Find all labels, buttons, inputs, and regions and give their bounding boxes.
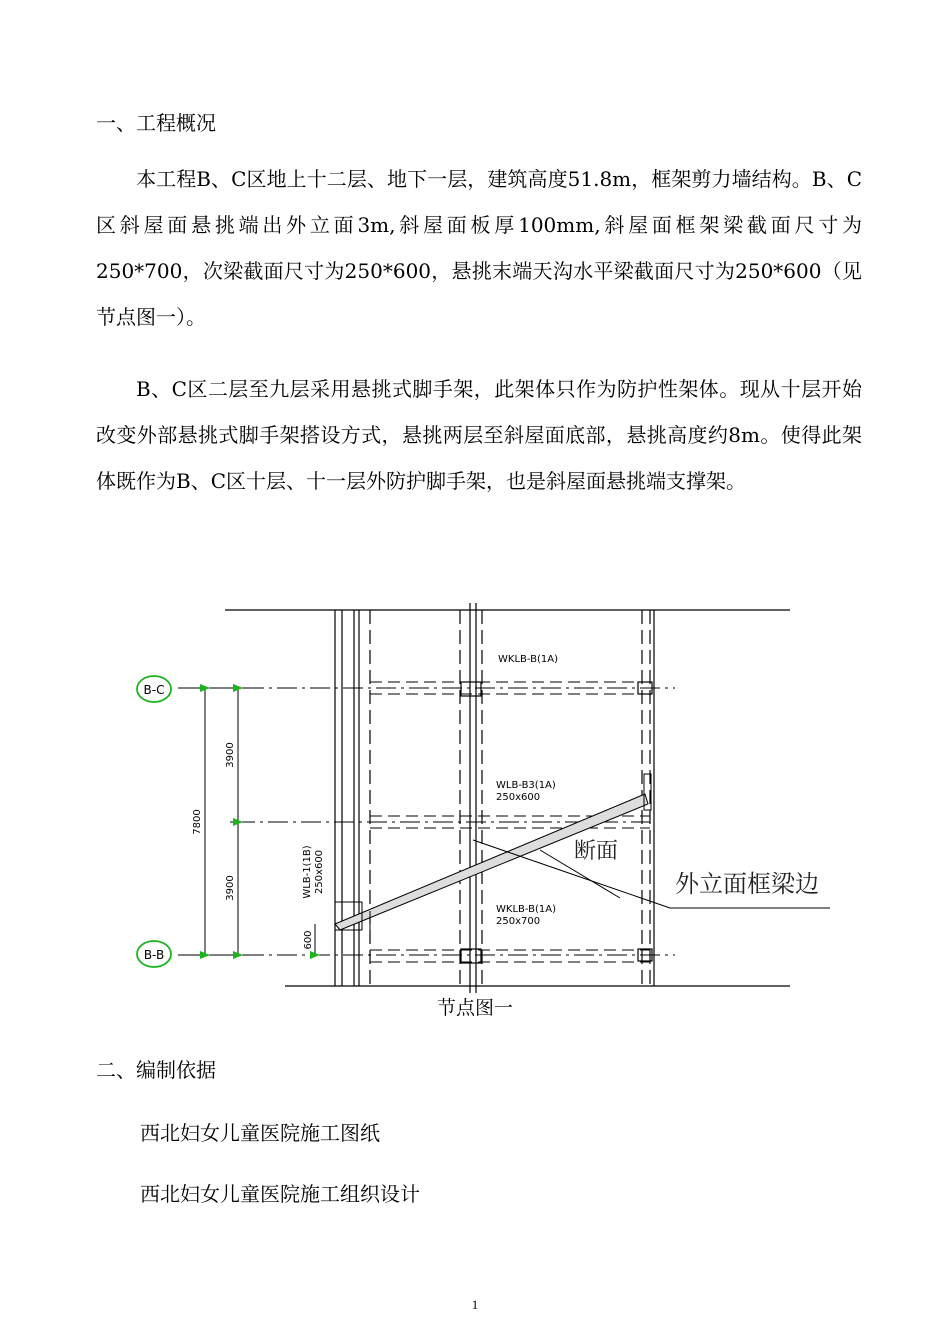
figure-caption: 节点图一 — [436, 997, 513, 1019]
note-frame-edge: 外立面框梁边 — [675, 870, 819, 898]
paragraph-project-overview — [96, 156, 862, 340]
axis-label-top: B-C — [143, 683, 165, 697]
paragraph-text: 本工程B、C区地上十二层、地下一层，建筑高度51.8m，框架剪力墙结构。B、C区斜屋面悬挑端出外立面3m,斜屋面板厚100mm,斜屋面框架梁截面尺寸为250*700，次梁截面尺寸为250*600，悬挑末端天沟水平梁截面尺寸为250*600（见节点图一）。 — [96, 167, 862, 329]
note-section: 断面 — [574, 839, 619, 864]
beam-label-low-size: 250x700 — [496, 916, 541, 927]
dim-upper: 3900 — [225, 742, 236, 768]
dim-lower: 3900 — [225, 875, 236, 901]
node-drawing-figure — [130, 598, 830, 998]
page-number: 1 — [471, 1297, 479, 1312]
reference-item: 西北妇女儿童医院施工图纸 — [140, 1121, 380, 1145]
beam-label-top: WKLB-B(1A) — [498, 654, 558, 665]
beam-label-left-size: 250x600 — [314, 849, 325, 895]
dim-total: 7800 — [192, 809, 203, 835]
section-heading-overview: 一、工程概况 — [96, 111, 216, 135]
beam-label-mid-size: 250x600 — [496, 792, 541, 803]
beam-label-left-name: WLB-1(1B) — [302, 845, 313, 899]
paragraph-text: B、C区二层至九层采用悬挑式脚手架，此架体只作为防护性架体。现从十层开始改变外部悬挑式脚手架搭设方式，悬挑两层至斜屋面底部，悬挑高度约8m。使得此架体既作为B、C区十层、十一层外防护脚手架，也是斜屋面悬挑端支撑架。 — [96, 377, 862, 493]
reference-item: 西北妇女儿童医院施工组织设计 — [140, 1182, 420, 1206]
section-heading-basis: 二、编制依据 — [96, 1058, 216, 1082]
paragraph-scaffold-description — [96, 366, 862, 504]
beam-label-mid-name: WLB-B3(1A) — [496, 780, 556, 791]
dim-small: 600 — [303, 930, 314, 950]
axis-label-bottom: B-B — [143, 948, 165, 962]
beam-label-low-name: WKLB-B(1A) — [496, 904, 556, 915]
